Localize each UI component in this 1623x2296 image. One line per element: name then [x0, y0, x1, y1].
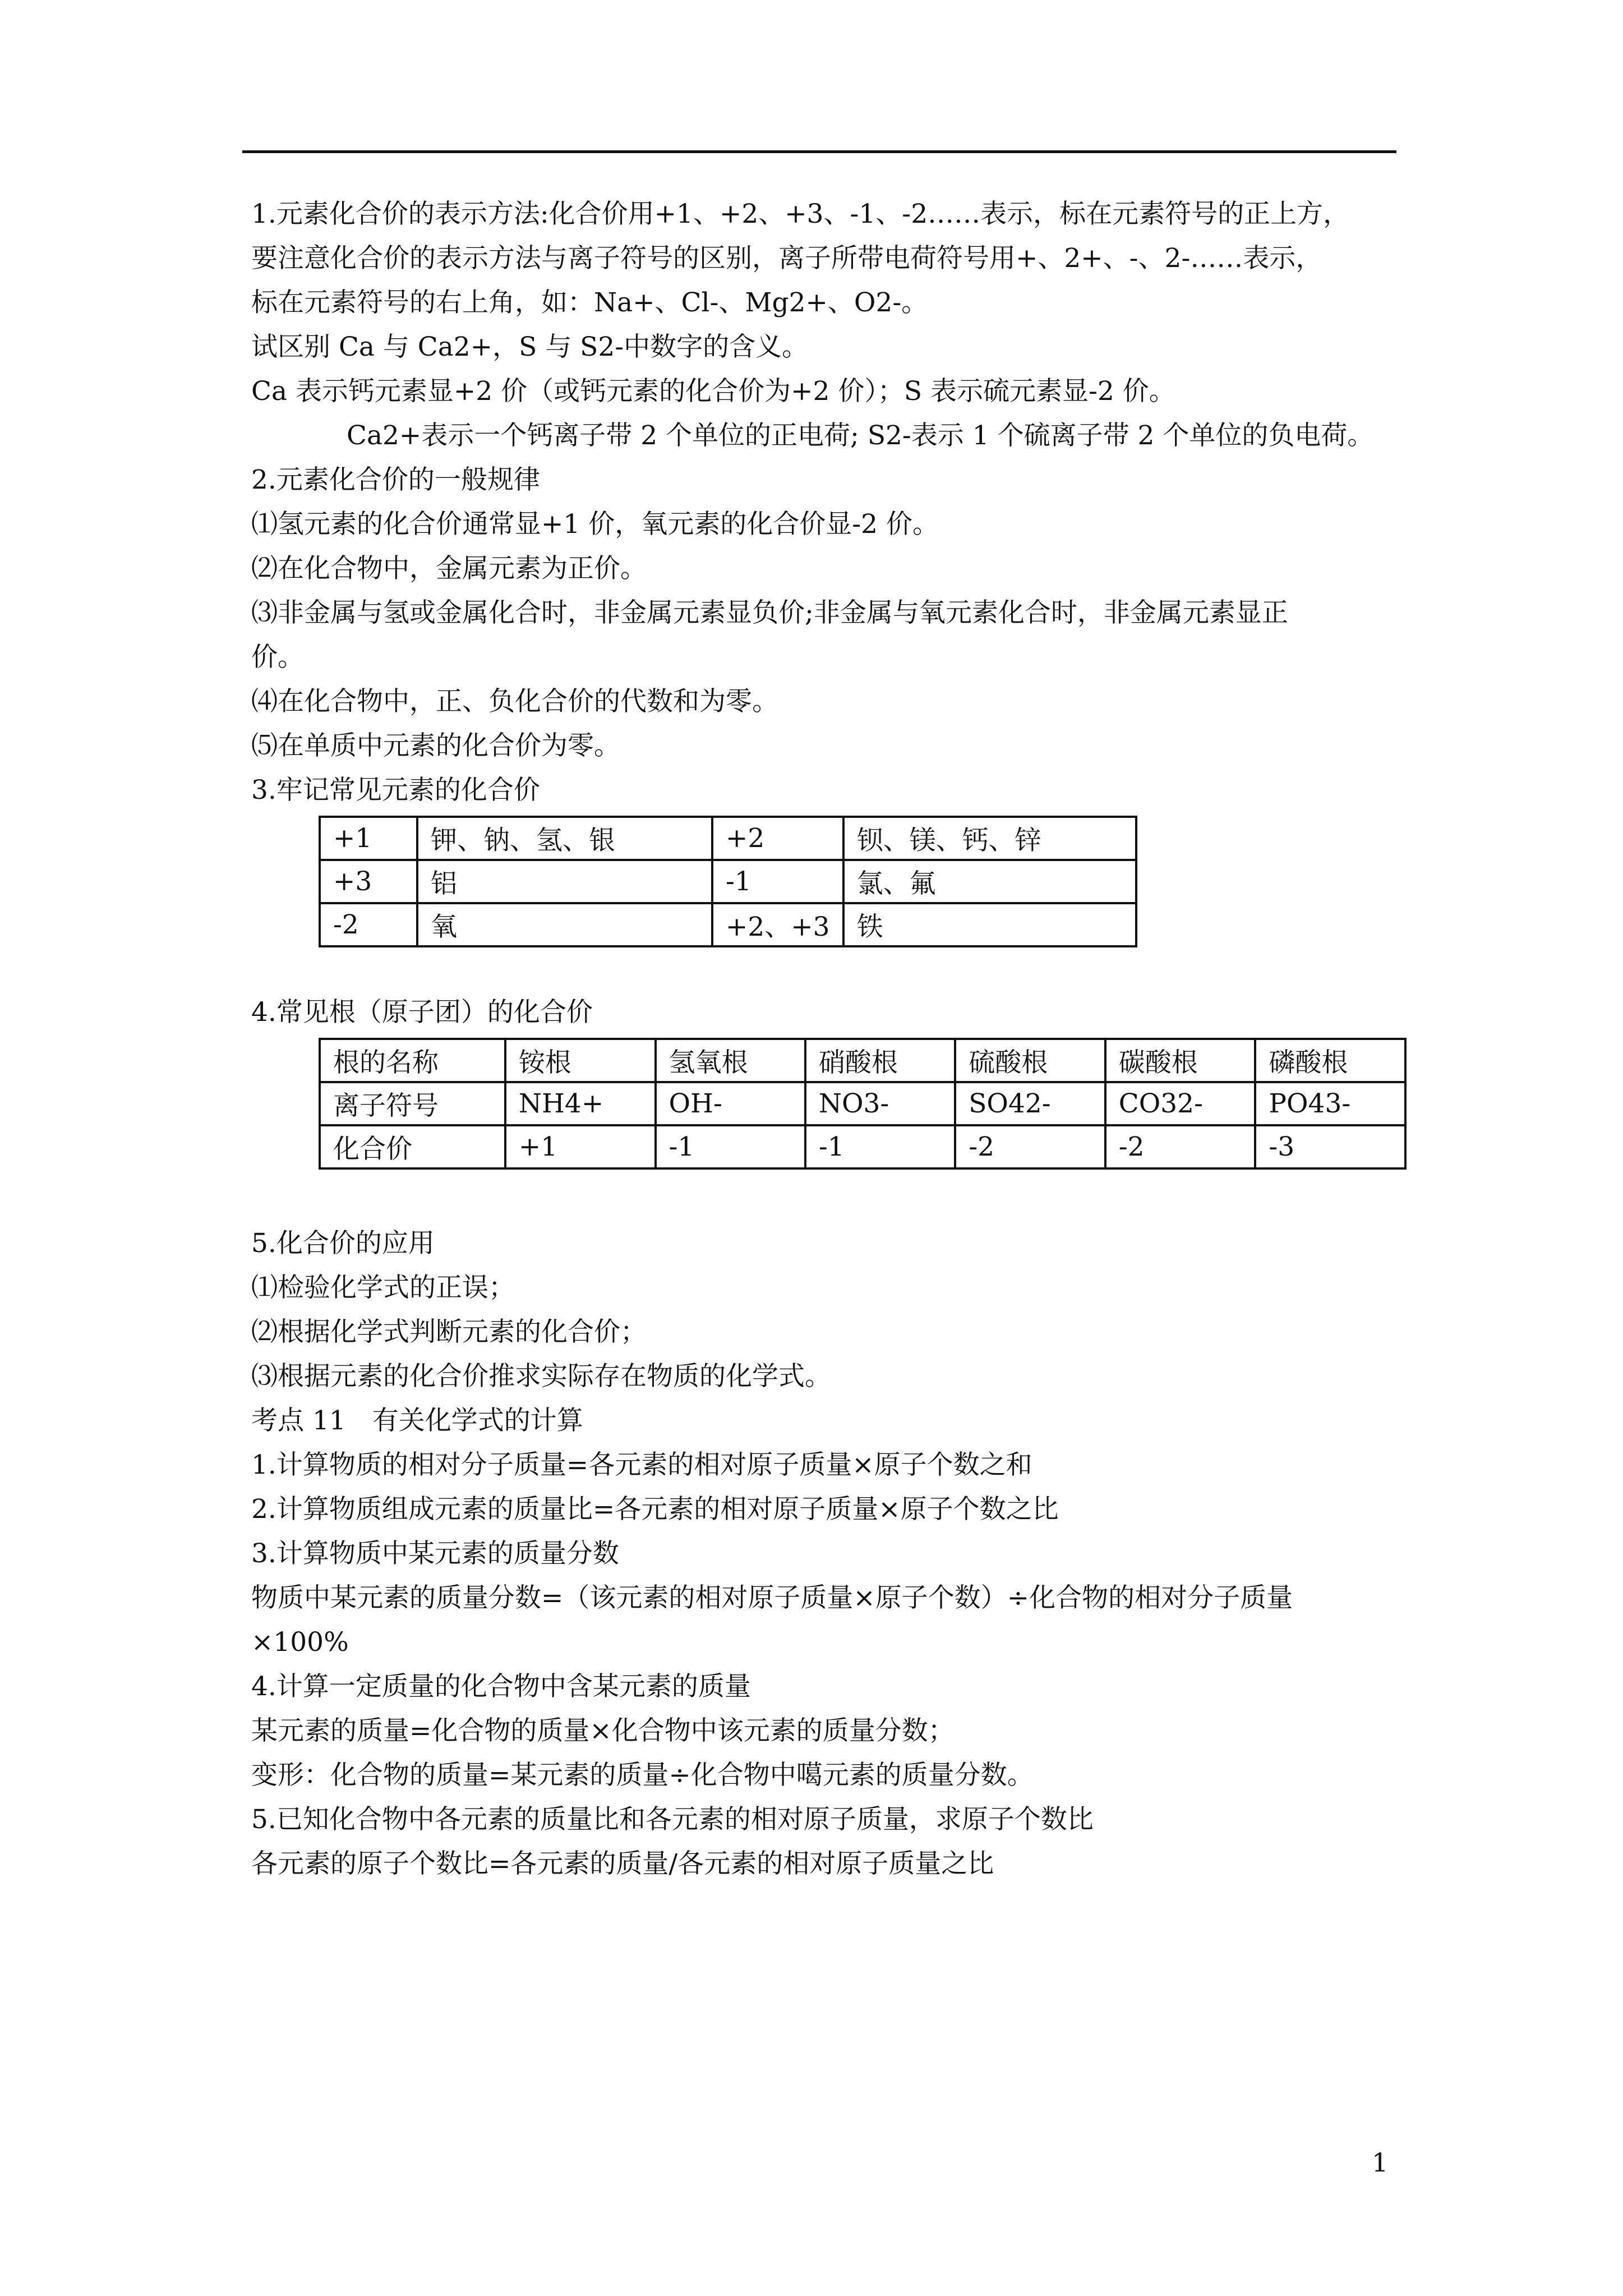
paragraph-line: 2.计算物质组成元素的质量比=各元素的相对原子质量×原子个数之比 — [251, 1494, 1059, 1525]
paragraph-line: ⑴检验化学式的正误； — [251, 1272, 515, 1303]
table-cell: +2 — [712, 817, 843, 860]
table-cell: OH- — [656, 1082, 805, 1125]
section-valence-notation — [251, 192, 1407, 413]
table-cell: 硫酸根 — [955, 1039, 1105, 1082]
paragraph-line: 物质中某元素的质量分数=（该元素的相对原子质量×原子个数）÷化合物的相对分子质量 — [251, 1582, 1293, 1613]
paragraph-line: 3.牢记常见元素的化合价 — [251, 775, 540, 806]
paragraph-line: 各元素的原子个数比=各元素的质量/各元素的相对原子质量之比 — [251, 1848, 994, 1879]
table-cell: 铁 — [843, 903, 1136, 946]
table-cell: -3 — [1255, 1125, 1405, 1168]
paragraph-line: 2.元素化合价的一般规律 — [251, 464, 540, 495]
table-cell: -2 — [320, 903, 417, 946]
header-rule — [242, 150, 1396, 153]
table-cell: 化合价 — [320, 1125, 505, 1168]
paragraph-line: 1.计算物质的相对分子质量=各元素的相对原子质量×原子个数之和 — [251, 1450, 1032, 1480]
table-row — [320, 1125, 1405, 1168]
radical-valence-table — [319, 1038, 1407, 1170]
table-cell: 钡、镁、钙、锌 — [843, 817, 1136, 860]
table-cell: 氧 — [417, 903, 712, 946]
paragraph-line: ⑵根据化学式判断元素的化合价； — [251, 1317, 647, 1347]
table-row — [320, 1039, 1405, 1082]
paragraph-line: ⑶根据元素的化合价推求实际存在物质的化学式。 — [251, 1361, 831, 1392]
table-cell: +3 — [320, 860, 417, 903]
table-cell: NO3- — [805, 1082, 955, 1125]
paragraph-line: ⑶非金属与氢或金属化合时，非金属元素显负价;非金属与氧元素化合时，非金属元素显正 — [251, 597, 1288, 628]
paragraph-line: 3.计算物质中某元素的质量分数 — [251, 1538, 619, 1569]
table-cell: 氯、氟 — [843, 860, 1136, 903]
table-row — [320, 1082, 1405, 1125]
valence-table — [319, 816, 1137, 947]
paragraph-line: 变形：化合物的质量=某元素的质量÷化合物中噶元素的质量分数。 — [251, 1760, 1034, 1791]
document-body — [251, 192, 1407, 1886]
section-valence-rules — [251, 458, 1407, 812]
paragraph-line: Ca 表示钙元素显+2 价（或钙元素的化合价为+2 价）；S 表示硫元素显-2 价。 — [251, 376, 1175, 407]
heading-radicals: 4.常见根（原子团）的化合价 — [251, 997, 593, 1028]
table-cell: 氢氧根 — [656, 1039, 805, 1082]
paragraph-line: 4.计算一定质量的化合物中含某元素的质量 — [251, 1671, 751, 1702]
table-cell: 离子符号 — [320, 1082, 505, 1125]
table-cell: -2 — [1105, 1125, 1256, 1168]
paragraph-line: ×100% — [251, 1627, 349, 1658]
table-cell: +2、+3 — [712, 903, 843, 946]
table-cell: -1 — [712, 860, 843, 903]
paragraph-line: Ca2+表示一个钙离子带 2 个单位的正电荷; S2-表示 1 个硫离子带 2 个单位的负电荷。 — [347, 420, 1374, 451]
paragraph-line: 1.元素化合价的表示方法:化合价用+1、+2、+3、-1、-2……表示，标在元素符号的正上方， — [251, 199, 1350, 229]
paragraph-line: ⑵在化合物中，金属元素为正价。 — [251, 553, 647, 584]
table-cell: 硝酸根 — [805, 1039, 955, 1082]
paragraph-line: 某元素的质量=化合物的质量×化合物中该元素的质量分数； — [251, 1715, 955, 1746]
table-cell: -2 — [955, 1125, 1105, 1168]
table-row — [320, 860, 1136, 903]
paragraph-line: 要注意化合价的表示方法与离子符号的区别，离子所带电荷符号用+、2+、-、2-……表示， — [251, 243, 1322, 274]
paragraph-line: 试区别 Ca 与 Ca2+，S 与 S2-中数字的含义。 — [251, 332, 809, 362]
table-cell: -1 — [805, 1125, 955, 1168]
paragraph-line: ⑷在化合物中，正、负化合价的代数和为零。 — [251, 686, 778, 717]
table-cell: 磷酸根 — [1255, 1039, 1405, 1082]
table-cell: 铵根 — [505, 1039, 656, 1082]
paragraph-line: 考点 11 有关化学式的计算 — [251, 1405, 583, 1436]
paragraph-line: 5.已知化合物中各元素的质量比和各元素的相对原子质量，求原子个数比 — [251, 1804, 1094, 1835]
page-number: 1 — [1372, 2147, 1389, 2178]
paragraph-line: 价。 — [251, 642, 304, 673]
section-formula-calculation — [251, 1221, 1407, 1886]
paragraph-line: 标在元素符号的右上角，如：Na+、Cl-、Mg2+、O2-。 — [251, 287, 928, 318]
table-cell: -1 — [656, 1125, 805, 1168]
table-cell: +1 — [505, 1125, 656, 1168]
table-row — [320, 903, 1136, 946]
table-cell: NH4+ — [505, 1082, 656, 1125]
table-cell: 根的名称 — [320, 1039, 505, 1082]
table-row — [320, 817, 1136, 860]
table-cell: 碳酸根 — [1105, 1039, 1256, 1082]
table-cell: 铝 — [417, 860, 712, 903]
paragraph-line: ⑴氢元素的化合价通常显+1 价，氧元素的化合价显-2 价。 — [251, 509, 939, 540]
paragraph-line: ⑸在单质中元素的化合价为零。 — [251, 730, 620, 761]
table-cell: +1 — [320, 817, 417, 860]
table-cell: PO43- — [1255, 1082, 1405, 1125]
table-cell: SO42- — [955, 1082, 1105, 1125]
paragraph-line: 5.化合价的应用 — [251, 1228, 435, 1259]
table-cell: CO32- — [1105, 1082, 1256, 1125]
table-cell: 钾、钠、氢、银 — [417, 817, 712, 860]
